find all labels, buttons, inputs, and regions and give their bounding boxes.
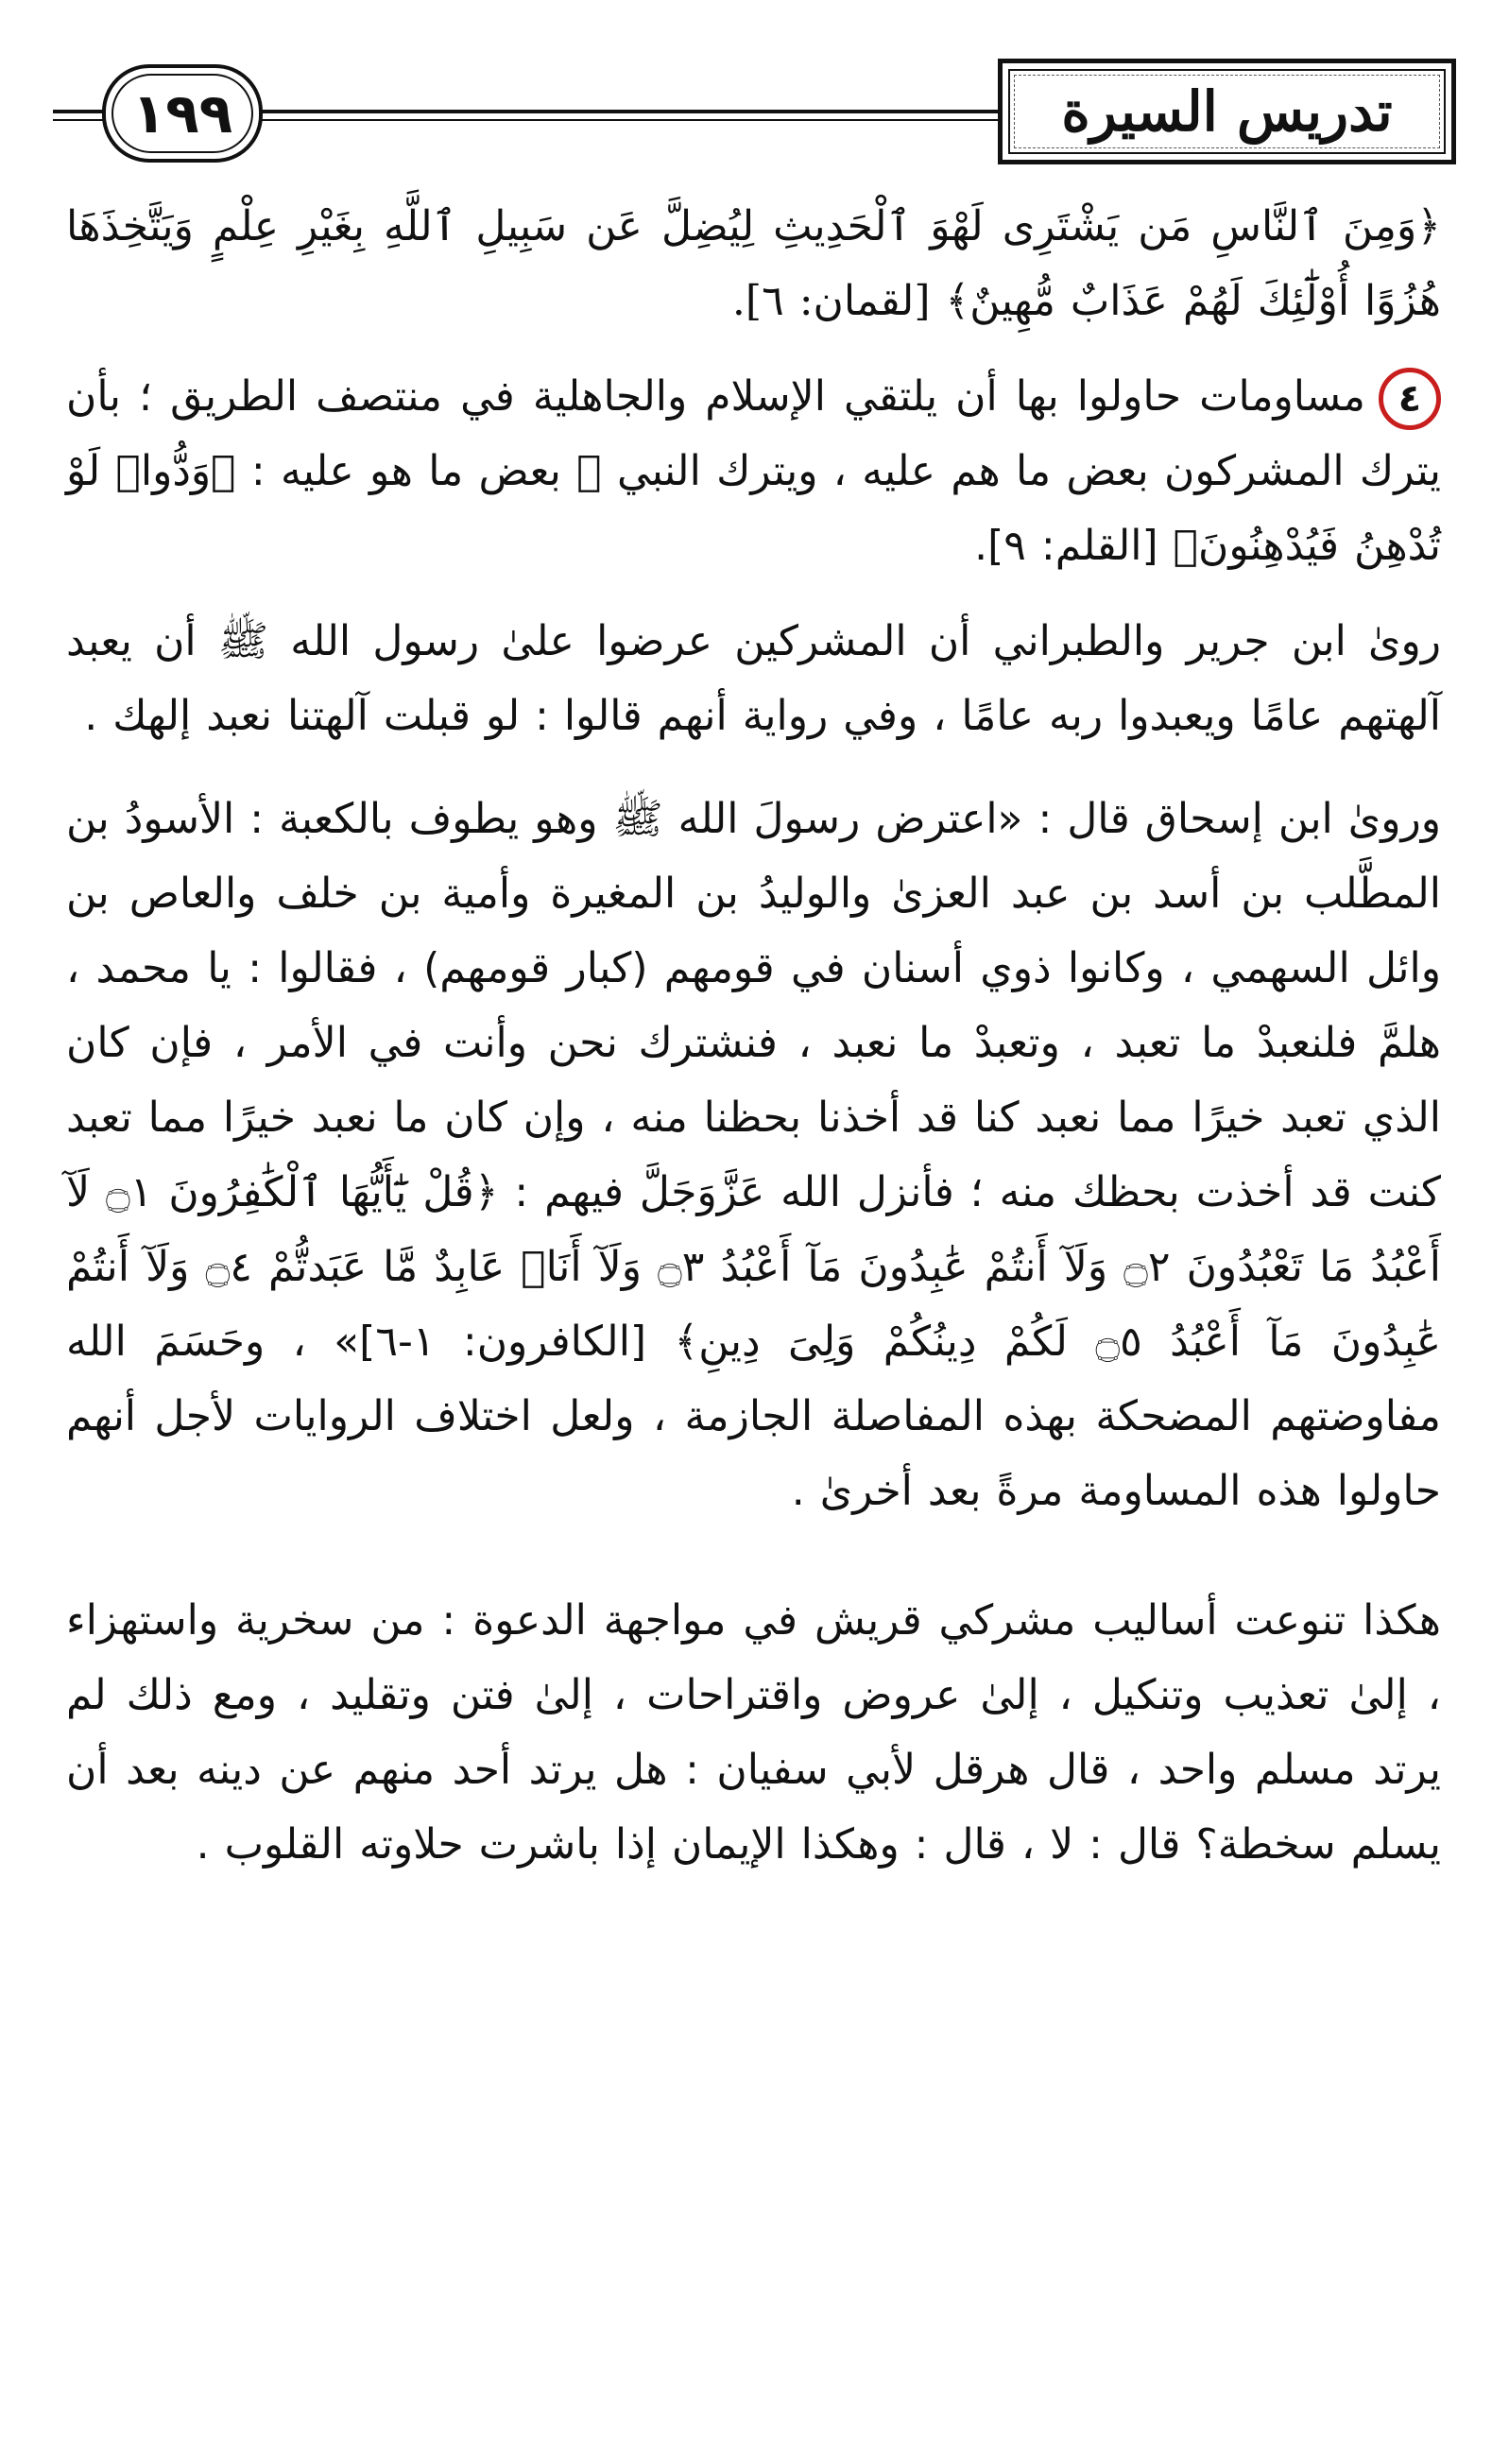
summary-paragraph: هكذا تنوعت أساليب مشركي قريش في مواجهة الدعوة : من سخرية واستهزاء ، إلىٰ تعذيب وتنكيل ، إلىٰ عروض واقتراحات ، إلىٰ فتن وتقليد ، ومع ذلك لم يرتد مسلم واحد ، قال هرقل لأبي سفيان : هل يرتد أحد منهم عن دينه بعد أن يسلم سخطة؟ قال : لا ، قال : وهكذا الإيمان إذا باشرت حلاوته القلوب .: [66, 1596, 1441, 1869]
paragraph-number-badge: ٤: [1379, 368, 1441, 430]
narration-paragraph: روىٰ ابن جرير والطبراني أن المشركين عرضوا علىٰ رسول الله ﷺ أن يعبد آلهتهم عامًا ويعبدوا ربه عامًا ، وفي رواية أنهم قالوا : لو قبلت آلهتنا نعبد إلهك .: [66, 617, 1441, 740]
paragraph-text: مساومات حاولوا بها أن يلتقي الإسلام والجاهلية في منتصف الطريق ؛ بأن يترك المشركون بعض ما هم عليه ، ويترك النبي ﷺ بعض ما هو عليه : ﴿وَدُّوا۟ لَوْ تُدْهِنُ فَيُدْهِنُونَ﴾ [القلم: ٩].: [66, 372, 1441, 570]
page-number-frame: [102, 64, 263, 163]
page-body: [66, 189, 1441, 1882]
page-number: ١٩٩: [131, 81, 233, 146]
page-header: [53, 55, 1456, 166]
numbered-paragraph: [66, 359, 1441, 583]
quran-verse-paragraph: ﴿وَمِنَ ٱلنَّاسِ مَن يَشْتَرِى لَهْوَ ٱلْحَدِيثِ لِيُضِلَّ عَن سَبِيلِ ٱللَّهِ بِغَيْرِ عِلْمٍ وَيَتَّخِذَهَا هُزُوًا أُوْلَٰٓئِكَ لَهُمْ عَذَابٌ مُّهِينٌ﴾ [لقمان: ٦].: [66, 202, 1441, 325]
running-title: تدريس السيرة: [1061, 79, 1393, 144]
narration-paragraph-ibn-ishaq: وروىٰ ابن إسحاق قال : «اعترض رسولَ الله ﷺ وهو يطوف بالكعبة : الأسودُ بن المطَّلب بن أسد بن عبد العزىٰ والوليدُ بن المغيرة وأمية بن خلف والعاص بن وائل السهمي ، وكانوا ذوي أسنان في قومهم (كبار قومهم) ، فقالوا : يا محمد ، هلمَّ فلنعبدْ ما تعبد ، وتعبدْ ما نعبد ، فنشترك نحن وأنت في الأمر ، فإن كان الذي تعبد خيرًا مما نعبد كنا قد أخذنا بحظنا منه ، وإن كان ما نعبد خيرًا مما تعبد كنت قد أخذت بحظك منه ؛ فأنزل الله عَزَّوَجَلَّ فيهم : ﴿قُلْ يَٰٓأَيُّهَا ٱلْكَٰفِرُونَ ۝١ لَآ أَعْبُدُ مَا تَعْبُدُونَ ۝٢ وَلَآ أَنتُمْ عَٰبِدُونَ مَآ أَعْبُدُ ۝٣ وَلَآ أَنَا۠ عَابِدٌ مَّا عَبَدتُّمْ ۝٤ وَلَآ أَنتُمْ عَٰبِدُونَ مَآ أَعْبُدُ ۝٥ لَكُمْ دِينُكُمْ وَلِىَ دِينِ﴾ [الكافرون: ١-٦]» ، وحَسَمَ الله مفاوضتهم المضحكة بهذه المفاصلة الجازمة ، ولعل اختلاف الروايات لأجل أنهم حاولوا هذه المساومة مرةً بعد أخرىٰ .: [66, 795, 1441, 1515]
running-title-frame: [998, 59, 1456, 164]
